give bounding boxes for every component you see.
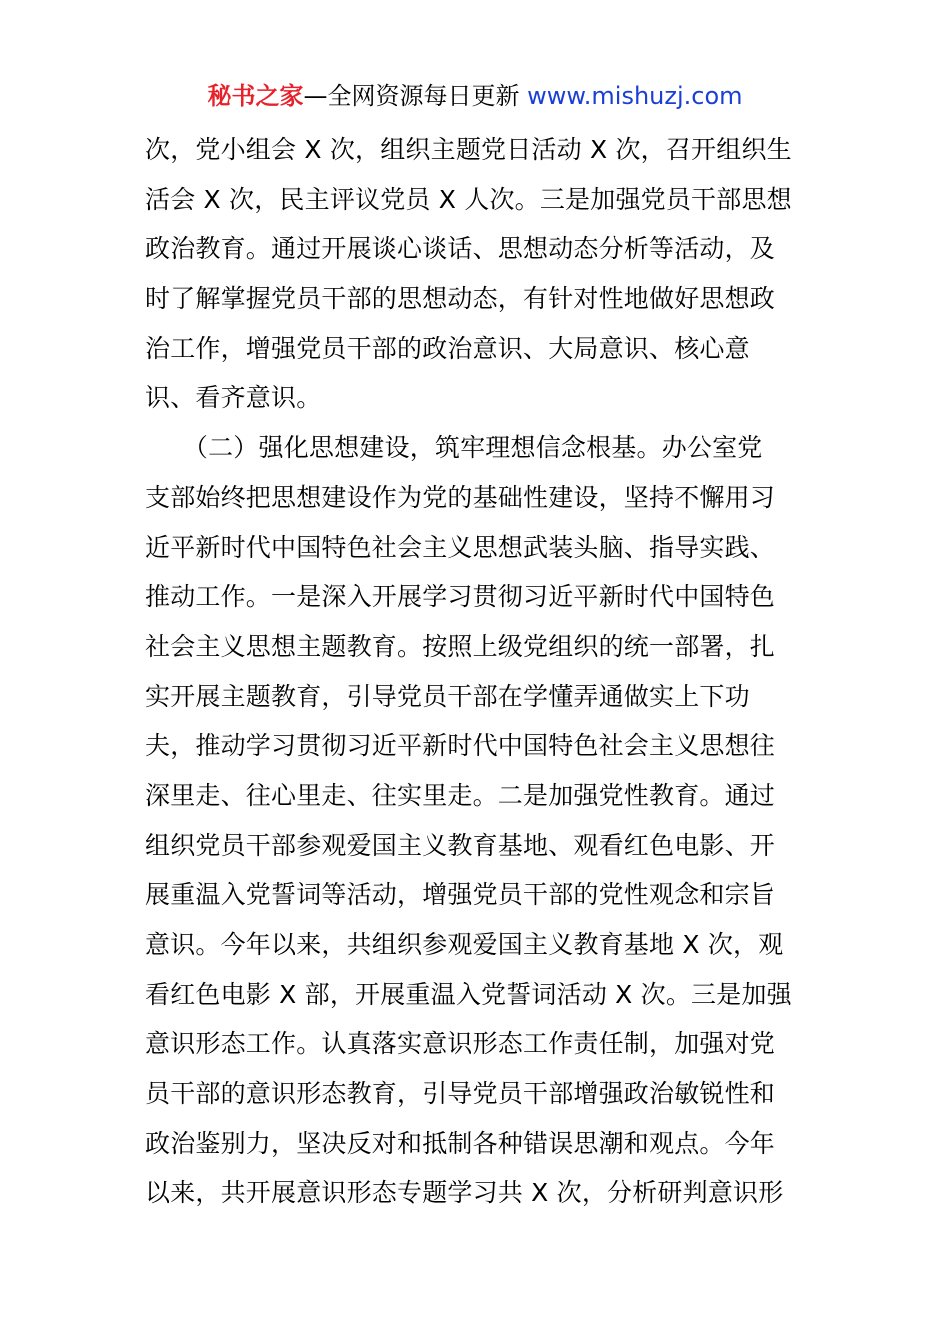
text-line: 推动工作。一是深入开展学习贯彻习近平新时代中国特色 (145, 582, 776, 612)
text-line: 看红色电影 X 部，开展重温入党誓词活动 X 次。三是加强 (145, 979, 792, 1009)
text-line: 以来，共开展意识形态专题学习共 X 次，分析研判意识形 (145, 1178, 784, 1208)
text-line: 实开展主题教育，引导党员干部在学懂弄通做实上下功 (145, 681, 750, 711)
text-line: 组织党员干部参观爱国主义教育基地、观看红色电影、开 (145, 830, 776, 860)
page-header (0, 80, 950, 112)
text-line: 意识。今年以来，共组织参观爱国主义教育基地 X 次，观 (145, 930, 784, 959)
section-heading-line: （二）强化思想建设，筑牢理想信念根基。办公室党 (145, 433, 763, 463)
brand-name: 秘书之家 (207, 82, 304, 110)
text-line: 活会 X 次，民主评议党员 X 人次。三是加强党员干部思想 (145, 184, 792, 214)
text-line: 支部始终把思想建设作为党的基础性建设，坚持不懈用习 (145, 482, 776, 512)
text-line: 社会主义思想主题教育。按照上级党组织的统一部署，扎 (145, 631, 776, 661)
text-line: 近平新时代中国特色社会主义思想武装头脑、指导实践、 (145, 532, 776, 562)
text-line: 识、看齐意识。 (145, 383, 322, 413)
text-line: 展重温入党誓词等活动，增强党员干部的党性观念和宗旨 (145, 880, 776, 910)
document-body (145, 125, 815, 1218)
text-line: 政治教育。通过开展谈心谈话、思想动态分析等活动，及 (145, 234, 776, 264)
text-line: 次，党小组会 X 次，组织主题党日活动 X 次，召开组织生 (145, 135, 792, 164)
text-line: 夫，推动学习贯彻习近平新时代中国特色社会主义思想往 (145, 731, 776, 761)
header-slogan: —全网资源每日更新 (303, 82, 528, 110)
site-url[interactable]: www.mishuzj.com (527, 82, 743, 110)
text-line: 治工作，增强党员干部的政治意识、大局意识、核心意 (145, 333, 750, 363)
text-line: 政治鉴别力，坚决反对和抵制各种错误思潮和观点。今年 (145, 1128, 776, 1158)
text-line: 深里走、往心里走、往实里走。二是加强党性教育。通过 (145, 780, 776, 810)
text-line: 员干部的意识形态教育，引导党员干部增强政治敏锐性和 (145, 1079, 776, 1109)
text-line: 时了解掌握党员干部的思想动态，有针对性地做好思想政 (145, 284, 776, 314)
text-line: 意识形态工作。认真落实意识形态工作责任制，加强对党 (145, 1029, 776, 1059)
